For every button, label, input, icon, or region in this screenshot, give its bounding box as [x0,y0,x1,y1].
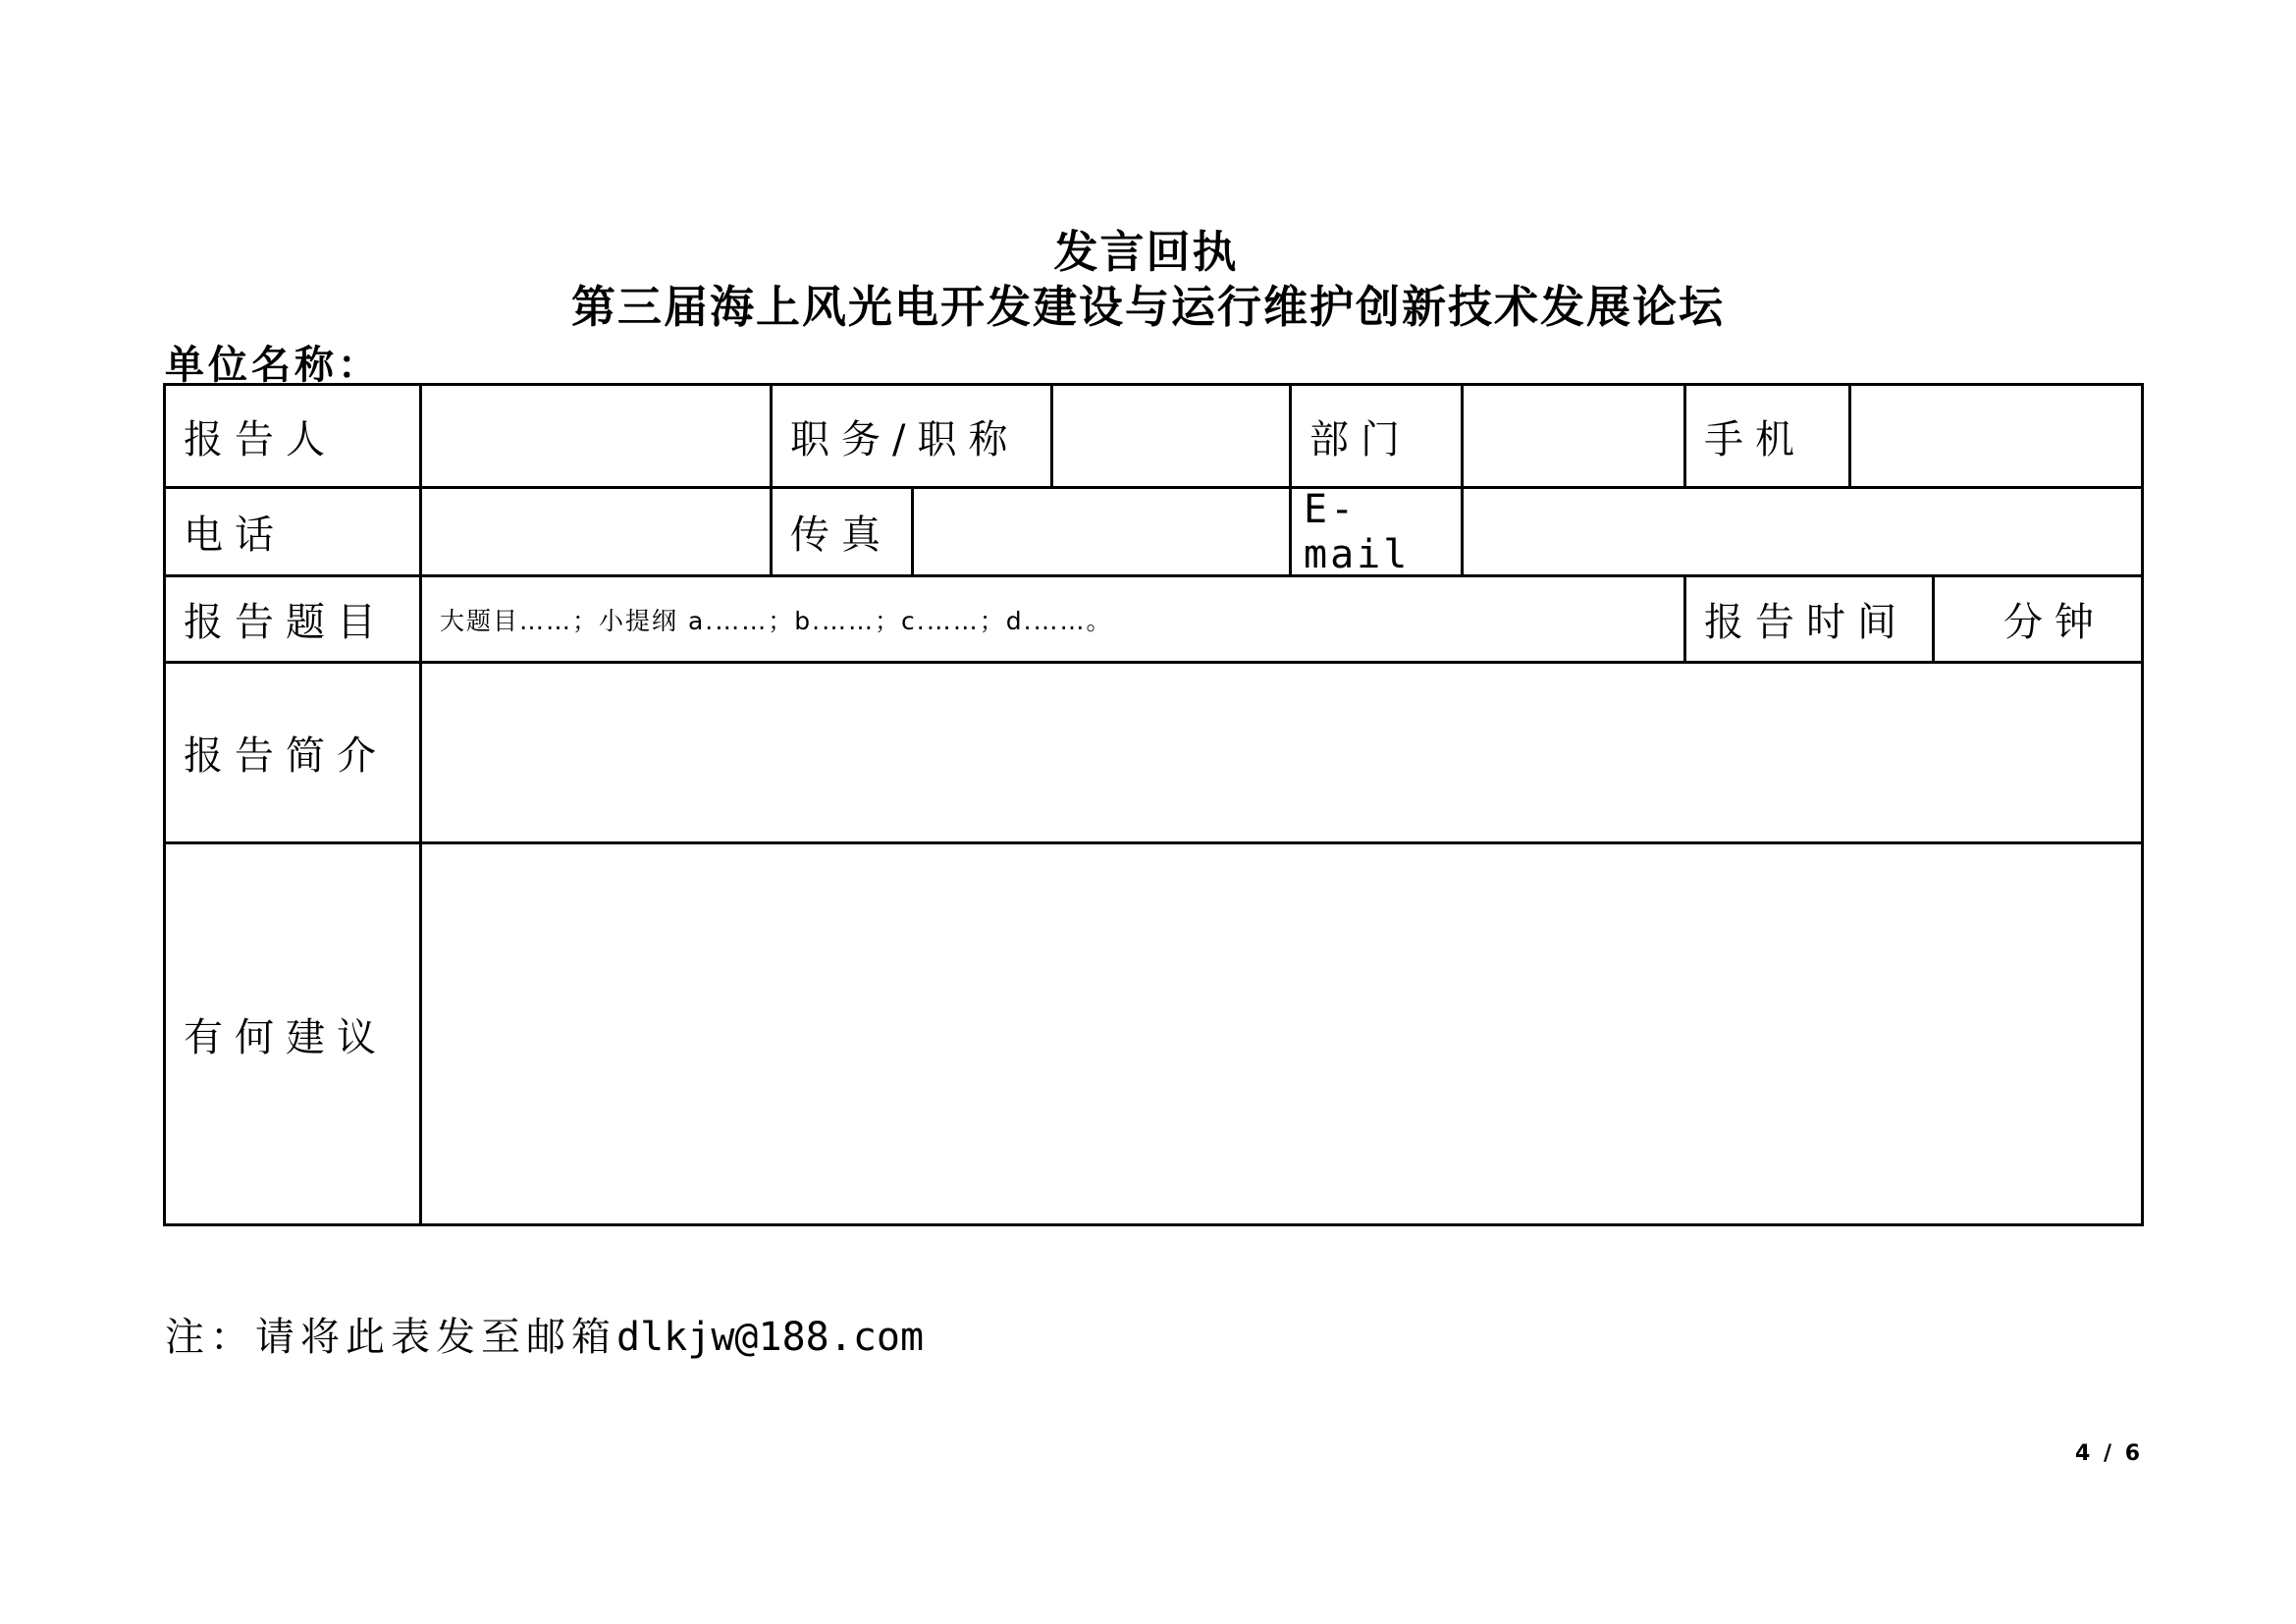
email-field[interactable] [1461,486,2144,577]
topic-label: 报告题目 [163,574,422,664]
summary-label: 报告简介 [163,661,422,844]
footer-note [165,1306,924,1362]
note-text: 注：请将此表发至邮箱 [165,1315,616,1360]
unit-name-label: 单位名称： [165,343,381,388]
forum-title: 第三届海上风光电开发建设与运行维护创新技术发展论坛 [570,281,1725,333]
phone-label: 电话 [163,486,422,577]
suggestion-field[interactable] [419,841,2144,1226]
contact-email-link[interactable]: dlkjw@188.com [616,1315,925,1360]
position-label: 职务/职称 [770,383,1053,489]
minutes-field[interactable]: 分钟 [1932,574,2144,664]
email-label: E-mail [1289,486,1464,577]
summary-field[interactable] [419,661,2144,844]
phone-field[interactable] [419,486,773,577]
department-label: 部门 [1289,383,1464,489]
position-field[interactable] [1050,383,1292,489]
reply-form-table [163,383,2144,1226]
report-time-label: 报告时间 [1683,574,1935,664]
page-title: 发言回执 [1053,226,1239,278]
page-number: 4 / 6 [2075,1441,2143,1466]
reporter-label: 报告人 [163,383,422,489]
topic-field[interactable]: 大题目……；小提纲 a.……；b.……；c.……；d.……。 [419,574,1686,664]
fax-field[interactable] [911,486,1292,577]
mobile-label: 手机 [1683,383,1851,489]
department-field[interactable] [1461,383,1686,489]
reporter-field[interactable] [419,383,773,489]
suggestion-label: 有何建议 [163,841,422,1226]
mobile-field[interactable] [1848,383,2144,489]
fax-label: 传真 [770,486,914,577]
